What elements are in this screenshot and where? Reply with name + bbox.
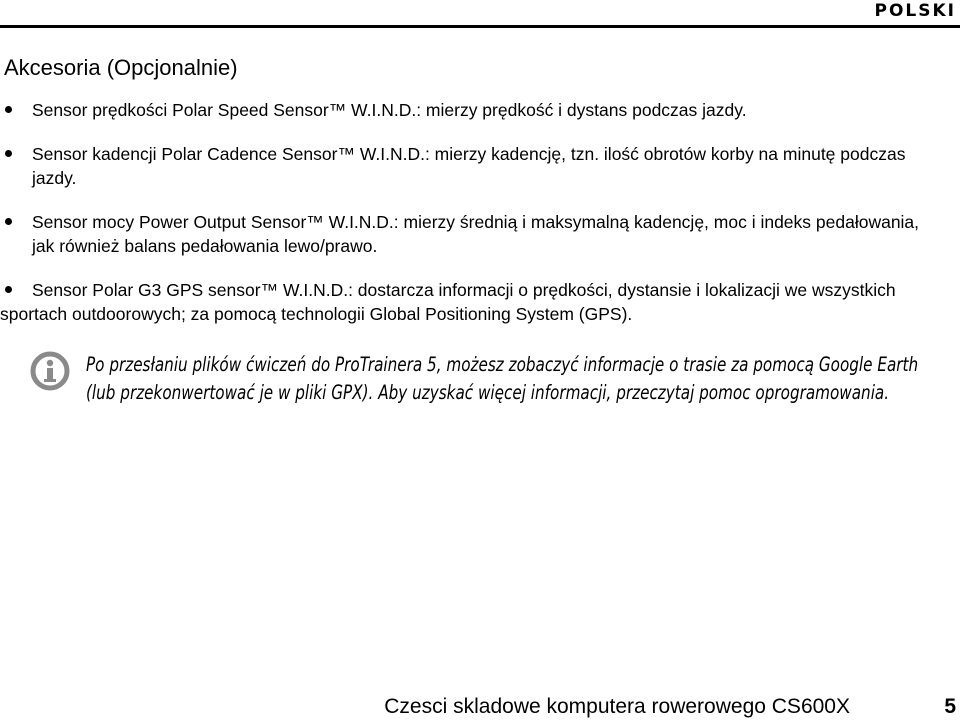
accessory-cadence-sensor xyxy=(0,142,940,190)
bullet-icon xyxy=(5,286,12,293)
header-divider xyxy=(0,25,960,28)
accessory-speed-sensor xyxy=(0,98,940,122)
section-title: Akcesoria (Opcjonalnie) xyxy=(4,55,238,80)
accessories-list xyxy=(0,98,940,346)
bullet-icon xyxy=(5,150,12,157)
bullet-icon xyxy=(5,218,12,225)
accessory-text: Sensor kadencji Polar Cadence Sensor™ W.I.N.D.: mierzy kadencję, tzn. ilość obrotów korby na minutę podczas jazdy. xyxy=(32,144,906,188)
page-number: 5 xyxy=(944,695,956,718)
accessory-text: Sensor Polar G3 GPS sensor™ W.I.N.D.: dostarcza informacji o prędkości, dystansie i lokalizacji we wszystkich sportach outdoorowych; za pomocą technologii Global Positioning System (GPS). xyxy=(0,280,896,324)
language-label: POLSKI xyxy=(874,1,956,21)
accessory-gps-sensor xyxy=(0,278,940,326)
accessory-power-sensor xyxy=(0,210,940,258)
accessory-text: Sensor prędkości Polar Speed Sensor™ W.I.N.D.: mierzy prędkość i dystans podczas jazdy. xyxy=(32,100,747,120)
bullet-icon xyxy=(5,106,12,113)
footer-title: Czesci skladowe komputera rowerowego CS600X xyxy=(384,695,850,718)
note-text: Po przesłaniu plików ćwiczeń do ProTrainera 5, możesz zobaczyć informacje o trasie za pomocą Google Earth (lub przekonwertować je w pliki GPX). Aby uzyskać więcej informacji, przeczytaj pomoc oprogramowania. xyxy=(86,353,919,404)
accessory-text: Sensor mocy Power Output Sensor™ W.I.N.D.: mierzy średnią i maksymalną kadencję, moc i indeks pedałowania, jak również balans pedałowania lewo/prawo. xyxy=(32,212,920,256)
info-icon xyxy=(30,351,70,391)
